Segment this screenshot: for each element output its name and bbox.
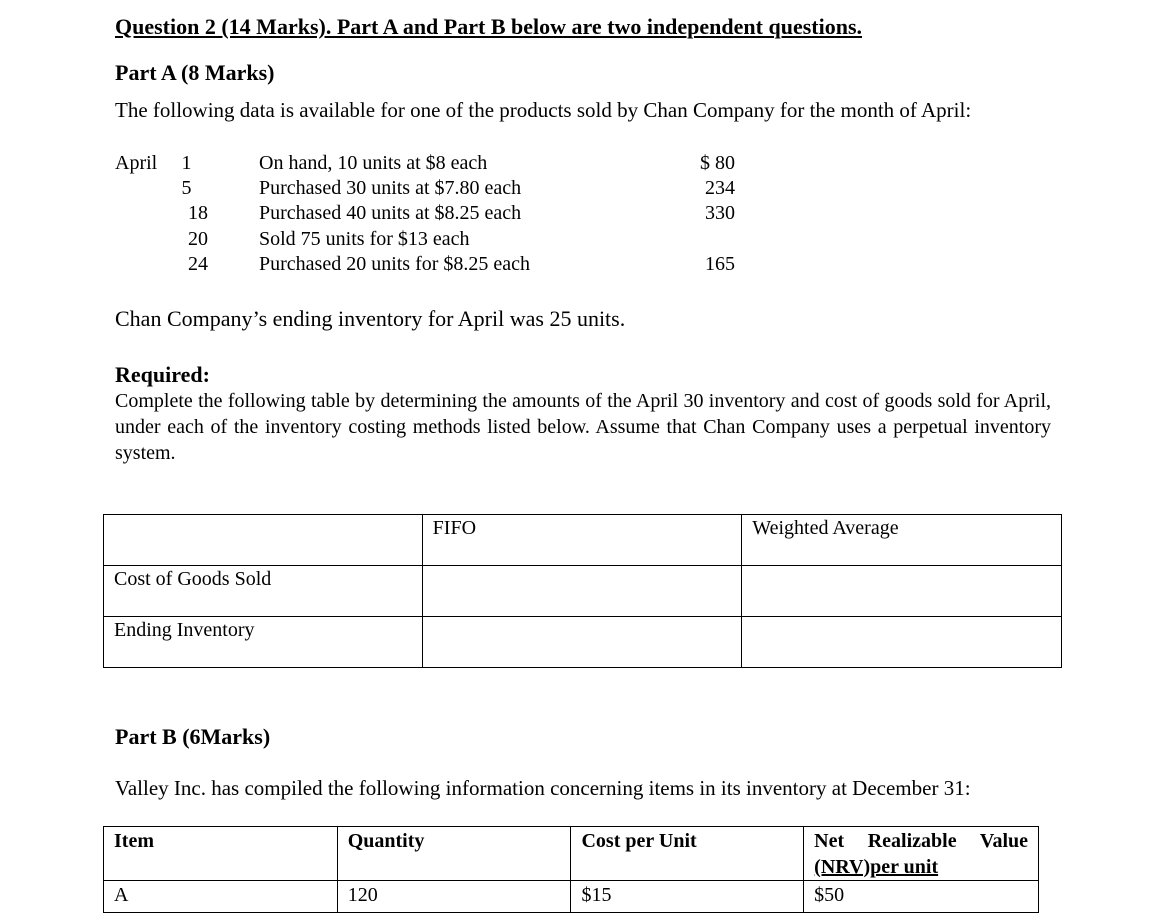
required-label: Required:: [115, 362, 210, 387]
transaction-day: 24: [188, 253, 208, 275]
question-title: Question 2 (14 Marks). Part A and Part B below are two independent questions.: [115, 14, 863, 39]
transaction-amount: 165: [705, 253, 735, 275]
transaction-day: 18: [188, 202, 208, 224]
transaction-description: On hand, 10 units at $8 each: [259, 152, 488, 174]
item-header: Item: [104, 827, 338, 881]
part-b-heading: Part B (6Marks): [115, 724, 271, 749]
ending-inventory-fifo-cell[interactable]: [422, 617, 742, 668]
transaction-description: Sold 75 units for $13 each: [259, 228, 470, 250]
cost-per-unit-header: Cost per Unit: [571, 827, 804, 881]
transaction-day: 20: [188, 228, 208, 250]
nrv-header: [804, 827, 1039, 881]
row-label-cogs: Cost of Goods Sold: [104, 566, 423, 617]
transaction-day: 5: [181, 177, 192, 199]
cogs-fifo-cell[interactable]: [422, 566, 742, 617]
table-corner-cell: [104, 515, 423, 566]
row-label-ending-inventory: Ending Inventory: [104, 617, 423, 668]
valley-inventory-table: [103, 826, 1039, 913]
table-row: [104, 881, 1039, 913]
part-a-intro: The following data is available for one of the products sold by Chan Company for the month of April:: [115, 98, 972, 122]
quantity-header: Quantity: [337, 827, 571, 881]
transaction-amount: $ 80: [700, 152, 735, 174]
month-label: April: [115, 152, 158, 174]
nrv-header-line2: (NRV)per unit: [814, 856, 939, 878]
ending-inventory-note: Chan Company’s ending inventory for April was 25 units.: [115, 306, 626, 331]
table-row: [104, 617, 1062, 668]
transaction-amount: 330: [705, 202, 735, 224]
table-header-row: [104, 515, 1062, 566]
ending-inventory-weighted-average-cell[interactable]: [742, 617, 1062, 668]
nrv-header-line1: Net Realizable Value: [814, 830, 1028, 852]
table-header-row: [104, 827, 1039, 881]
part-b-intro: Valley Inc. has compiled the following information concerning items in its inventory at December 31:: [115, 776, 971, 800]
transaction-amount: 234: [705, 177, 735, 199]
item-cell: A: [104, 881, 338, 913]
cogs-weighted-average-cell[interactable]: [742, 566, 1062, 617]
fifo-header: FIFO: [422, 515, 742, 566]
transaction-description: Purchased 30 units at $7.80 each: [259, 177, 522, 199]
nrv-cell: $50: [804, 881, 1039, 913]
transaction-description: Purchased 20 units for $8.25 each: [259, 253, 531, 275]
inventory-costing-table: [103, 514, 1062, 668]
quantity-cell: 120: [337, 881, 571, 913]
part-a-heading: Part A (8 Marks): [115, 60, 275, 85]
table-row: [104, 566, 1062, 617]
required-text: Complete the following table by determining the amounts of the April 30 inventory and cost of goods sold for April, under each of the inventory costing methods listed below. Assume that Chan Company uses a perpetual inventory system.: [115, 390, 1051, 464]
cost-per-unit-cell: $15: [571, 881, 804, 913]
transaction-day: 1: [181, 152, 192, 174]
transaction-description: Purchased 40 units at $8.25 each: [259, 202, 522, 224]
weighted-average-header: Weighted Average: [742, 515, 1062, 566]
